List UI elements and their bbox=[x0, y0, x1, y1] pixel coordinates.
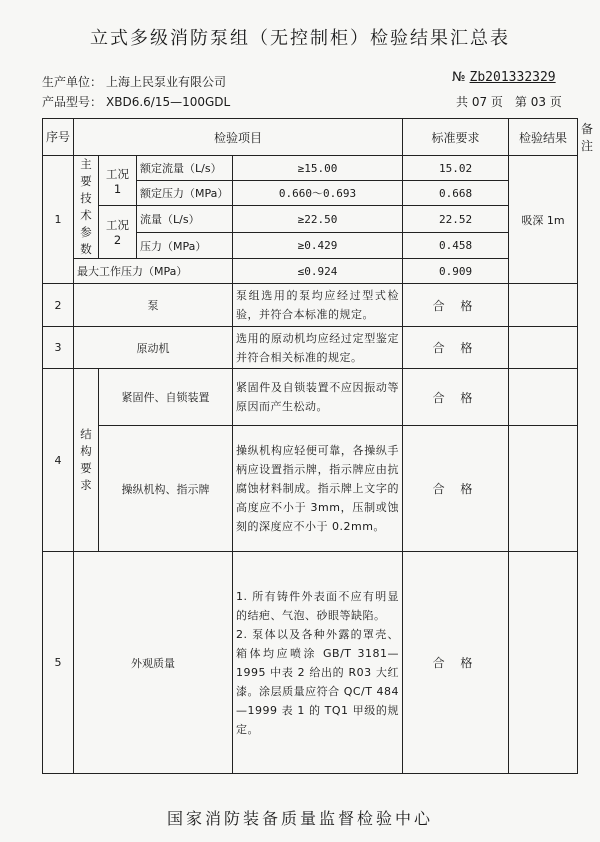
remark-2 bbox=[509, 284, 578, 327]
table-row bbox=[43, 284, 578, 327]
group-structure: 结构要求 bbox=[74, 369, 99, 552]
req-appearance bbox=[233, 552, 403, 774]
manufacturer-label: 生产单位： bbox=[42, 75, 103, 89]
req-pressure-2: ≥0.429 bbox=[233, 233, 403, 259]
inspection-table bbox=[42, 118, 594, 774]
seq-4: 4 bbox=[43, 369, 74, 552]
req-rated-flow: ≥15.00 bbox=[233, 156, 403, 181]
result-max-pressure: 0.909 bbox=[403, 259, 509, 284]
header-item: 检验项目 bbox=[74, 119, 403, 156]
result-pump: 合 格 bbox=[403, 284, 509, 327]
page-count: 共 07 页 第 03 页 bbox=[456, 95, 562, 109]
seq-5: 5 bbox=[43, 552, 74, 774]
result-motor: 合 格 bbox=[403, 327, 509, 369]
table-row bbox=[43, 259, 578, 284]
report-number-value: Zb201332329 bbox=[469, 70, 556, 85]
result-pressure-2: 0.458 bbox=[403, 233, 509, 259]
remark-3 bbox=[509, 327, 578, 369]
req-flow-2: ≥22.50 bbox=[233, 206, 403, 233]
header-seq: 序号 bbox=[43, 119, 74, 156]
table-row bbox=[43, 426, 578, 552]
remark-1: 吸深 1m bbox=[509, 156, 578, 284]
manufacturer-line bbox=[42, 73, 226, 90]
req-fasteners: 紧固件及自锁装置不应因振动等原因而产生松动。 bbox=[233, 369, 403, 426]
result-controls: 合 格 bbox=[403, 426, 509, 552]
req-rated-pressure: 0.660～0.693 bbox=[233, 181, 403, 206]
model-label: 产品型号： bbox=[42, 95, 103, 109]
result-rated-flow: 15.02 bbox=[403, 156, 509, 181]
table-row bbox=[43, 156, 578, 181]
manufacturer-value: 上海上民泵业有限公司 bbox=[106, 75, 227, 89]
table-row bbox=[43, 206, 578, 233]
param-max-pressure: 最大工作压力（MPa） bbox=[74, 259, 233, 284]
param-rated-pressure: 额定压力（MPa） bbox=[137, 181, 233, 206]
req-motor: 选用的原动机均应经过定型鉴定并符合相关标准的规定。 bbox=[233, 327, 403, 369]
param-rated-flow: 额定流量（L/s） bbox=[137, 156, 233, 181]
req-controls: 操纵机构应轻便可靠，各操纵手柄应设置指示牌，指示牌应由抗腐蚀材料制成。指示牌上文字的高度应不小于 3mm，压制或蚀刻的深度应不小于 0.2mm。 bbox=[233, 426, 403, 552]
result-flow-2: 22.52 bbox=[403, 206, 509, 233]
issuer-footer: 国家消防装备质量监督检验中心 bbox=[166, 809, 433, 828]
result-rated-pressure: 0.668 bbox=[403, 181, 509, 206]
result-appearance: 合 格 bbox=[403, 552, 509, 774]
header-result: 检验结果 bbox=[509, 119, 578, 156]
remark-4a bbox=[509, 369, 578, 426]
table-row bbox=[43, 327, 578, 369]
result-fasteners: 合 格 bbox=[403, 369, 509, 426]
remark-5 bbox=[509, 552, 578, 774]
item-fasteners: 紧固件、自锁装置 bbox=[99, 369, 233, 426]
req-pump: 泵组选用的泵均应经过型式检验，并符合本标准的规定。 bbox=[233, 284, 403, 327]
req-appearance-1: 1. 所有铸件外表面不应有明显的结疤、气泡、砂眼等缺陷。 bbox=[236, 589, 400, 622]
item-controls: 操纵机构、指示牌 bbox=[99, 426, 233, 552]
seq-1: 1 bbox=[43, 156, 74, 284]
working-condition-2: 工况 2 bbox=[99, 206, 137, 259]
seq-2: 2 bbox=[43, 284, 74, 327]
table-row bbox=[43, 552, 578, 774]
req-max-pressure: ≤0.924 bbox=[233, 259, 403, 284]
group-main-params: 主要技术参数 bbox=[74, 156, 99, 259]
remark-4b bbox=[509, 426, 578, 552]
param-flow-2: 流量（L/s） bbox=[137, 206, 233, 233]
working-condition-1: 工况 1 bbox=[99, 156, 137, 206]
document-title: 立式多级消防泵组（无控制柜）检验结果汇总表 bbox=[90, 28, 510, 49]
model-line bbox=[42, 93, 230, 110]
item-appearance: 外观质量 bbox=[74, 552, 233, 774]
number-symbol: № bbox=[452, 70, 466, 85]
report-number bbox=[452, 70, 556, 85]
seq-3: 3 bbox=[43, 327, 74, 369]
header-requirement: 标准要求 bbox=[403, 119, 509, 156]
param-pressure-2: 压力（MPa） bbox=[137, 233, 233, 259]
item-pump: 泵 bbox=[74, 284, 233, 327]
header-row: 序号 检验项目 标准要求 检验结果 备注 bbox=[43, 119, 578, 156]
req-appearance-2: 2. 泵体以及各种外露的罩壳、箱体均应喷涂 GB/T 3181—1995 中表 2 给出的 R03 大红漆。涂层质量应符合 QC/T 484—1999 表 1 的 TQ1 甲级的规定。 bbox=[236, 627, 400, 736]
model-value: XBD6.6/15—100GDL bbox=[106, 95, 231, 109]
item-motor: 原动机 bbox=[74, 327, 233, 369]
table-row bbox=[43, 369, 578, 426]
